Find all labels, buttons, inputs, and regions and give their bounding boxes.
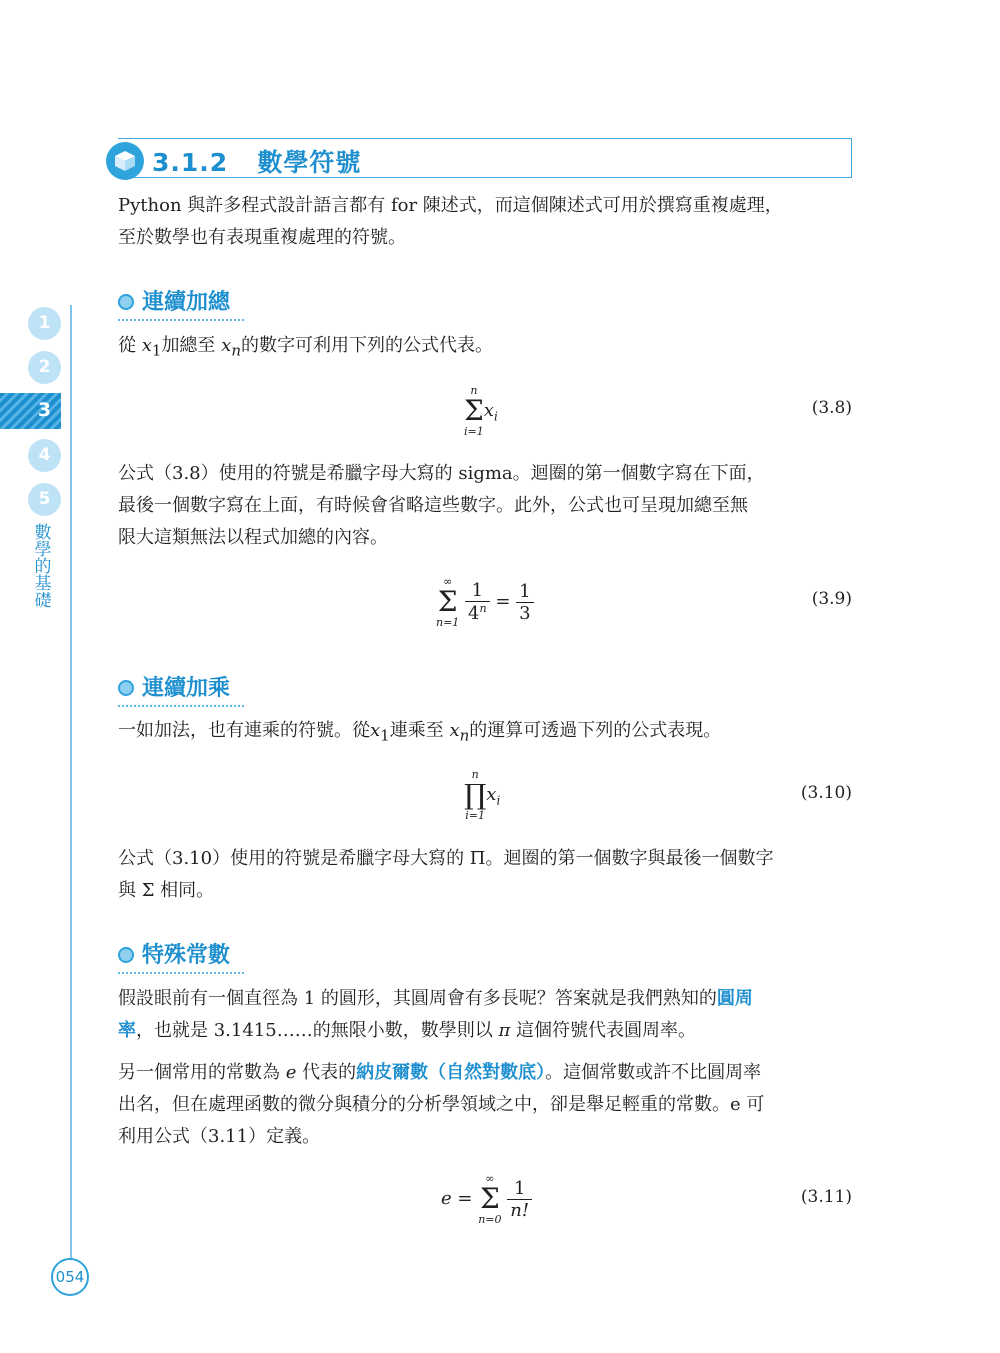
equation-number: (3.8) <box>811 398 852 418</box>
page-number: 054 <box>51 1258 89 1296</box>
chapter-tab-4[interactable]: 4 <box>28 439 61 472</box>
constants-paragraph-2: 另一個常用的常數為 e 代表的納皮爾數（自然對數底）。這個常數或許不比圓周率 出名，但在處理函數的微分與積分的分析學領域之中，卻是舉足輕重的常數。e 可 利用公式（3.11）定義。 <box>118 1062 765 1147</box>
cube-icon <box>106 142 144 180</box>
chapter-title: 數學的基礎 <box>34 523 52 611</box>
equation-number: (3.10) <box>800 783 852 803</box>
bullet-icon <box>118 680 134 696</box>
sum-paragraph-2: 公式（3.8）使用的符號是希臘字母大寫的 sigma。迴圈的第一個數字寫在下面， 最後一個數字寫在上面，有時候會省略這些數字。此外，公式也可呈現加總至無 限大這類無法以程式加總的內容。 <box>118 463 765 548</box>
chapter-tab-5[interactable]: 5 <box>28 483 61 516</box>
subheading-product: 連續加乘 <box>118 671 244 707</box>
chapter-tab-1[interactable]: 1 <box>28 307 61 340</box>
product-paragraph-1: 一如加法，也有連乘的符號。從$x_1$連乘至 $x_n$的運算可透過下列的公式表現。 <box>118 720 722 745</box>
sum-paragraph-1: 從 $x_1$加總至 $x_n$的數字可利用下列的公式代表。 <box>118 335 493 360</box>
subheading-constants: 特殊常數 <box>118 938 244 974</box>
constants-paragraph-1: 假設眼前有一個直徑為 1 的圓形，其圓周會有多長呢？答案就是我們熟知的圓周 率，也就是 3.1415……的無限小數，數學則以 π 這個符號代表圓周率。 <box>118 988 753 1041</box>
equation-3-8: n Σ i=1 $x_i$ <box>464 384 498 438</box>
intro-paragraph: Python 與許多程式設計語言都有 for 陳述式，而這個陳述式可用於撰寫重複處理， 至於數學也有表現重複處理的符號。 <box>118 195 783 248</box>
section-title: 3.1.2 數學符號 <box>152 148 362 177</box>
equation-number: (3.11) <box>800 1187 852 1207</box>
bullet-icon <box>118 294 134 310</box>
equation-3-11: e = ∞ Σ n=0 $\frac{1}{n!}$ <box>441 1172 532 1226</box>
equation-3-10: n ∏ i=1 $x_i$ <box>464 768 501 822</box>
chapter-tab-3[interactable]: 3 <box>37 399 52 421</box>
equation-number: (3.9) <box>811 589 852 609</box>
equation-3-9: ∞ Σ n=1 $\frac{1}{4^n}$ = $\frac{1}{3}$ <box>436 575 534 629</box>
product-paragraph-2: 公式（3.10）使用的符號是希臘字母大寫的 Π。迴圈的第一個數字與最後一個數字 與 Σ 相同。 <box>118 848 774 901</box>
side-rule <box>70 305 72 1265</box>
subheading-sum: 連續加總 <box>118 285 244 321</box>
bullet-icon <box>118 947 134 963</box>
chapter-tab-2[interactable]: 2 <box>28 351 61 384</box>
